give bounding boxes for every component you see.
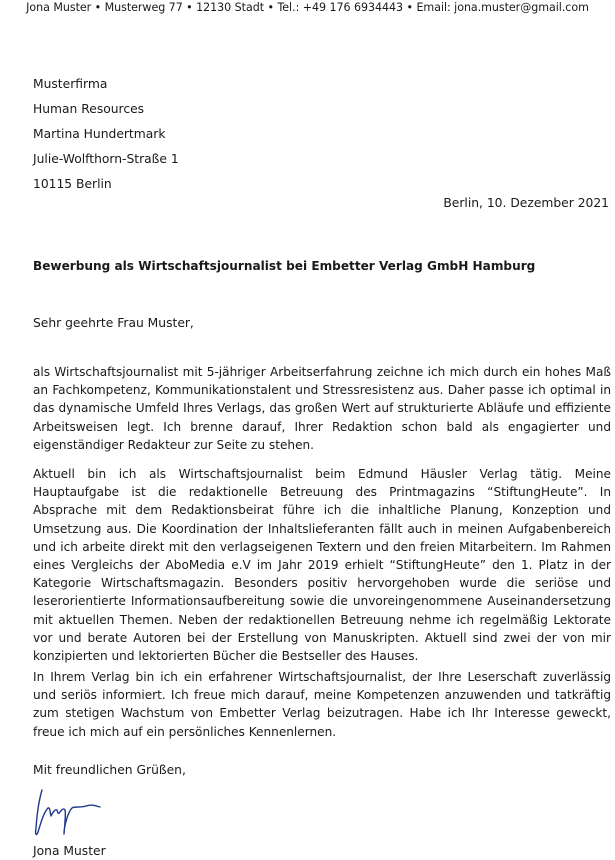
recipient-address-block bbox=[33, 72, 179, 197]
recipient-department: Human Resources bbox=[33, 102, 145, 116]
letter-subject: Bewerbung als Wirtschaftsjournalist bei Embetter Verlag GmbH Hamburg bbox=[33, 259, 536, 273]
body-paragraph-intro: als Wirtschaftsjournalist mit 5-jähriger Arbeitserfahrung zeichne ich mich durch ein hohes Maß an Fachkompetenz, Kommunikationstalent und Stressresistenz aus. Daher passe ich optimal in das dynamische Umfeld Ihres Verlags, das großen Wert auf strukturierte Abläufe und effiziente Arbeitsweisen legt. Ich brenne darauf, Ihrer Redaktion schon bald als engagierter und eigenständiger Redakteur zur Seite zu stehen. bbox=[33, 365, 611, 452]
body-paragraph-closing: In Ihrem Verlag bin ich ein erfahrener Wirtschaftsjournalist, der Ihre Leserschaft zuverlässig und seriös informiert. Ich freue mich darauf, meine Kompetenzen anzuwenden und tatkräftig zum stetigen Wachstum von Embetter Verlag beizutragen. Habe ich Ihr Interesse geweckt, freue ich mich auf ein persönliches Kennenlernen. bbox=[33, 670, 611, 739]
recipient-street: Julie-Wolfthorn-Straße 1 bbox=[33, 152, 179, 166]
recipient-company: Musterfirma bbox=[33, 77, 108, 91]
sender-contact-header: Jona Muster • Musterweg 77 • 12130 Stadt • Tel.: +49 176 6934443 • Email: jona.muster@gmail.com bbox=[26, 1, 589, 14]
body-paragraph-experience: Aktuell bin ich als Wirtschaftsjournalist beim Edmund Häusler Verlag tätig. Meine Hauptaufgabe ist die redaktionelle Betreuung des Printmagazins “StiftungHeute”. In Absprache mit dem Redaktionsbeirat führe ich die inhaltliche Planung, Konzeption und Umsetzung aus. Die Koordination der Inhaltslieferanten fällt auch in meinen Aufgabenbereich und ich arbeite direkt mit den verlagseigenen Textern und den freien Mitarbeitern. Im Rahmen eines Vergleichs der AboMedia e.V im Jahr 2019 erhielt “StiftungHeute” den 1. Platz in der Kategorie Wirtschaftsmagazin. Besonders positiv hervorgehoben wurde die seriöse und leserorientierte Informationsaufbereitung sowie die unvoreingenommene Auseinandersetzung mit aktuellen Themen. Neben der redaktionellen Betreuung nehme ich regelmäßig Lektorate vor und berate Autoren bei der Erstellung von Manuskripten. Aktuell sind zwei der von mir konzipierten und lektorierten Bücher die Bestseller des Hauses. bbox=[33, 467, 611, 664]
signer-name: Jona Muster bbox=[33, 844, 106, 858]
letter-date: Berlin, 10. Dezember 2021 bbox=[443, 196, 609, 210]
closing-greeting: Mit freundlichen Grüßen, bbox=[33, 763, 186, 777]
recipient-city: 10115 Berlin bbox=[33, 177, 112, 191]
handwritten-signature bbox=[28, 782, 128, 842]
salutation: Sehr geehrte Frau Muster, bbox=[33, 316, 194, 330]
recipient-contact-person: Martina Hundertmark bbox=[33, 127, 166, 141]
